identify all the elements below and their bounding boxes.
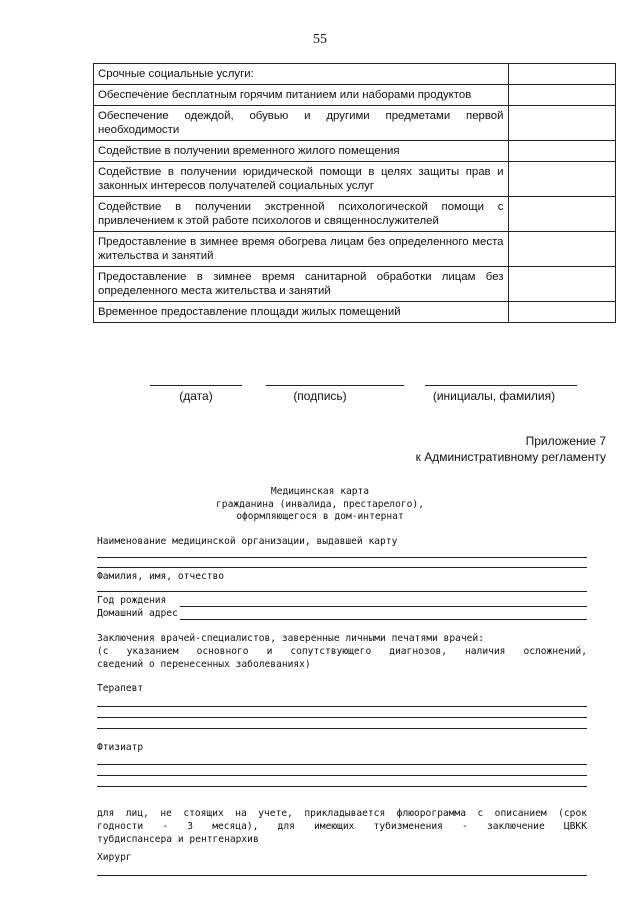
signature-line[interactable]	[266, 385, 404, 386]
table-row	[94, 141, 616, 162]
table-row	[94, 64, 616, 85]
appendix-heading	[416, 433, 606, 465]
address-field-line[interactable]	[180, 619, 587, 620]
conclusions-line-1: Заключения врачей-специалистов, заверенные личными печатями врачей:	[97, 633, 484, 644]
table-row	[94, 232, 616, 267]
service-cell: Временное предоставление площади жилых помещений	[94, 302, 509, 323]
card-title-line-3: оформляющегося в дом-интернат	[236, 511, 404, 522]
table-row	[94, 162, 616, 197]
address-label: Домашний адрес	[97, 608, 178, 619]
service-cell: Содействие в получении временного жилого помещения	[94, 141, 509, 162]
fio-field-line[interactable]	[97, 591, 587, 592]
surgeon-label: Хирург	[97, 852, 132, 863]
therapist-field-line[interactable]	[97, 706, 587, 707]
name-line[interactable]	[425, 385, 577, 386]
tb-note-line-1: для лиц, не стоящих на учете, прикладывается флюорограмма с описанием (срок	[97, 808, 587, 819]
service-cell: Содействие в получении экстренной психологической помощи с привлечением к этой работе психологов и священнослужителей	[94, 197, 509, 232]
table-row	[94, 85, 616, 106]
org-field-line[interactable]	[97, 567, 587, 568]
therapist-field-line[interactable]	[97, 728, 587, 729]
signature-caption: (подпись)	[293, 389, 347, 403]
phthisiatrician-field-line[interactable]	[97, 764, 587, 765]
card-title	[0, 486, 640, 524]
date-caption: (дата)	[179, 389, 213, 403]
services-table	[93, 63, 616, 323]
mark-cell[interactable]	[508, 141, 615, 162]
org-label: Наименование медицинской организации, выдавшей карту	[97, 536, 398, 547]
therapist-field-line[interactable]	[97, 717, 587, 718]
phthisiatrician-field-line[interactable]	[97, 786, 587, 787]
service-cell: Предоставление в зимнее время санитарной обработки лицам без определенного места жительства и занятий	[94, 267, 509, 302]
table-row	[94, 302, 616, 323]
appendix-line-2: к Административному регламенту	[415, 450, 606, 464]
date-line[interactable]	[150, 385, 242, 386]
name-caption: (инициалы, фамилия)	[432, 389, 556, 403]
mark-cell[interactable]	[508, 232, 615, 267]
tb-note-line-2: годности - 3 месяца), для имеющих тубизменения - заключение ЦВКК	[97, 821, 587, 832]
mark-cell[interactable]	[508, 197, 615, 232]
service-cell: Предоставление в зимнее время обогрева лицам без определенного места жительства и занятий	[94, 232, 509, 267]
table-row	[94, 197, 616, 232]
tb-note-line-3: тубдиспансера и рентгенархив	[97, 834, 259, 845]
service-cell: Обеспечение одеждой, обувью и другими предметами первой необходимости	[94, 106, 509, 141]
phthisiatrician-label: Фтизиатр	[97, 742, 144, 753]
surgeon-field-line[interactable]	[97, 875, 587, 876]
fio-label: Фамилия, имя, отчество	[97, 571, 225, 582]
mark-cell[interactable]	[508, 106, 615, 141]
mark-cell[interactable]	[508, 302, 615, 323]
mark-cell[interactable]	[508, 162, 615, 197]
page-number: 55	[313, 32, 327, 47]
mark-cell[interactable]	[508, 85, 615, 106]
conclusions-line-2: (с указанием основного и сопутствующего диагнозов, наличия осложнений,	[97, 646, 587, 657]
service-cell: Срочные социальные услуги:	[94, 64, 509, 85]
table-row	[94, 267, 616, 302]
birth-label: Год рождения	[97, 595, 167, 606]
mark-cell[interactable]	[508, 64, 615, 85]
conclusions-line-3: сведений о перенесенных заболеваниях)	[97, 659, 311, 670]
mark-cell[interactable]	[508, 267, 615, 302]
service-cell: Обеспечение бесплатным горячим питанием или наборами продуктов	[94, 85, 509, 106]
org-field-line[interactable]	[97, 557, 587, 558]
service-cell: Содействие в получении юридической помощи в целях защиты прав и законных интересов получателей социальных услуг	[94, 162, 509, 197]
birth-field-line[interactable]	[180, 606, 587, 607]
phthisiatrician-field-line[interactable]	[97, 775, 587, 776]
appendix-line-1: Приложение 7	[525, 434, 606, 448]
card-title-line-1: Медицинская карта	[270, 486, 370, 497]
therapist-label: Терапевт	[97, 683, 144, 694]
card-title-line-2: гражданина (инвалида, престарелого),	[216, 498, 424, 510]
table-row	[94, 106, 616, 141]
